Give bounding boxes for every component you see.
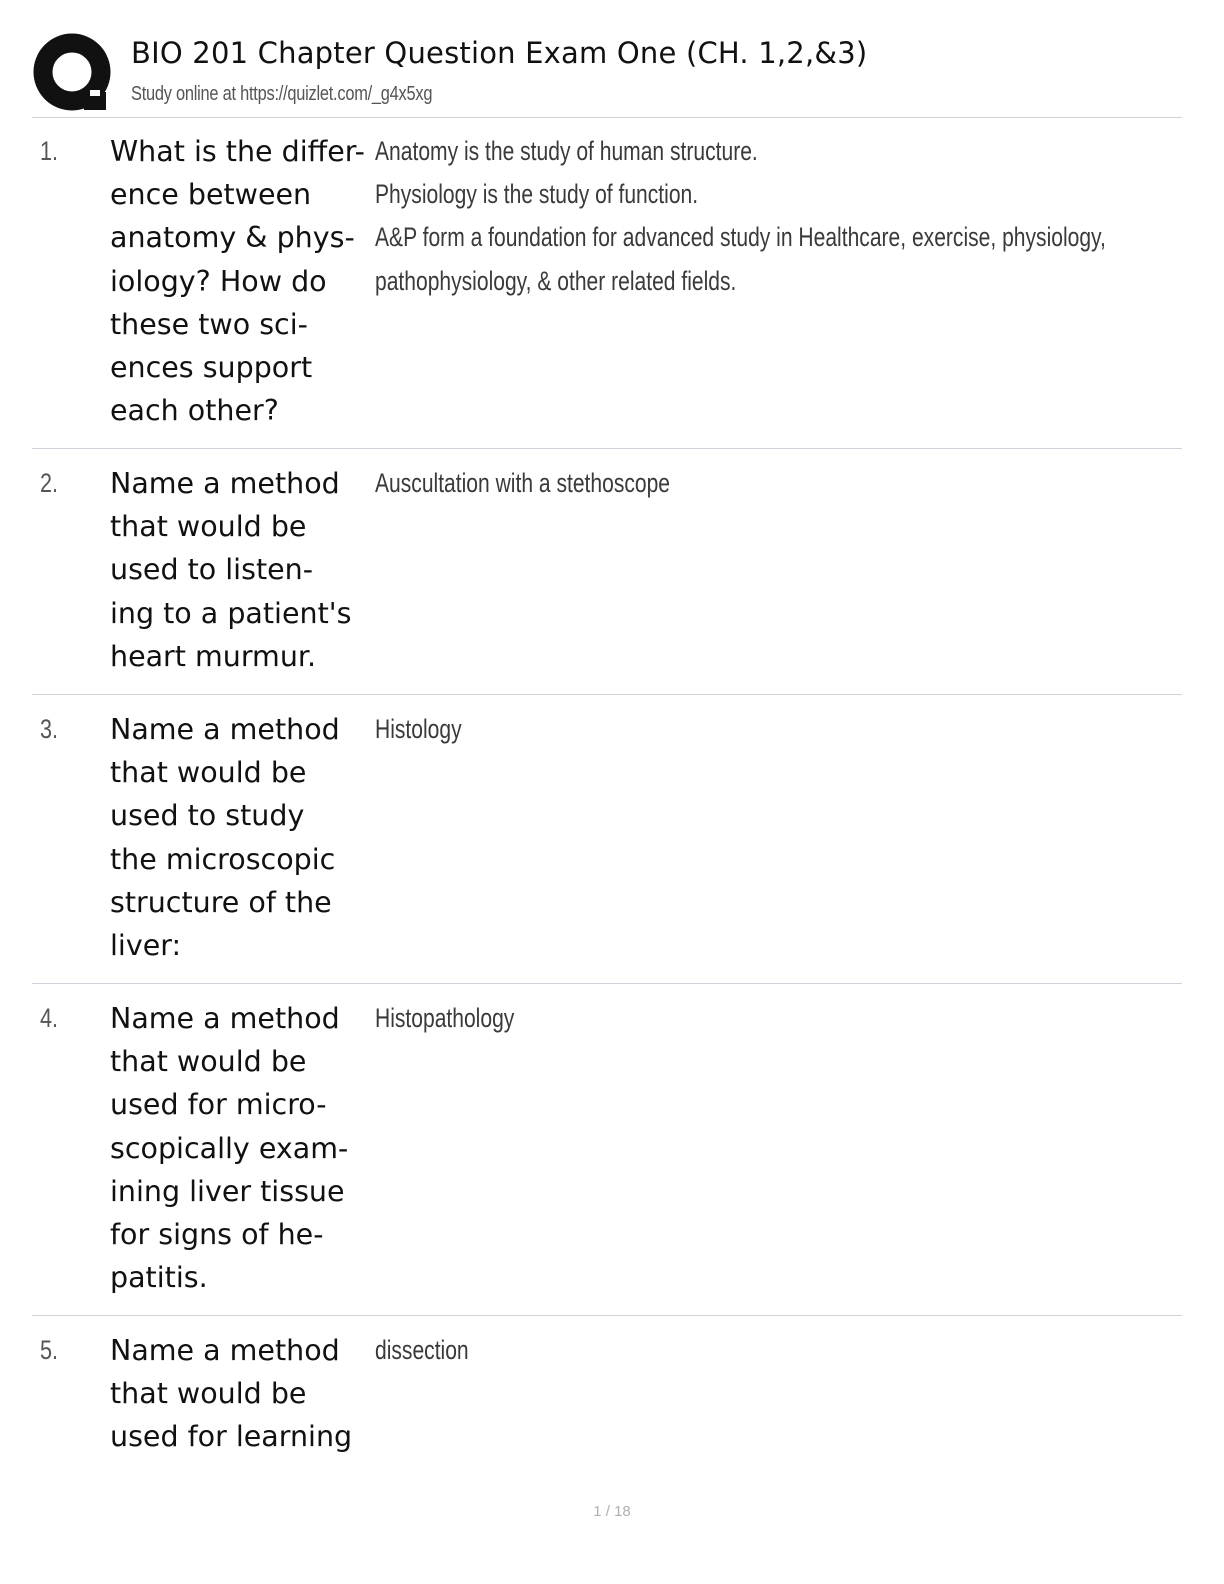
card-term: Name a method that would be used for micro- scopically exam- ining liver tissue for signs of he- patitis. (110, 1002, 349, 1295)
divider (32, 983, 1182, 984)
page-header (32, 30, 1182, 118)
card-definition: dissection (375, 1335, 469, 1365)
card-term: Name a method that would be used to study the microscopic structure of the liver: (110, 713, 340, 963)
quizlet-logo-icon (32, 32, 114, 114)
card-term: Name a method that would be used to listen- ing to a patient's heart murmur. (110, 467, 352, 673)
page-title: BIO 201 Chapter Question Exam One (CH. 1,2,&3) (131, 36, 868, 70)
card-term: Name a method that would be used for learning (110, 1334, 353, 1454)
divider (32, 117, 1182, 118)
card-number: 3. (40, 714, 59, 744)
card-definition: Auscultation with a stethoscope (375, 468, 671, 498)
page-indicator: 1 / 18 (593, 1503, 631, 1520)
card-term: What is the differ- ence between anatomy & phys- iology? How do these two sci- ences support each other? (110, 135, 365, 428)
card-definition: Histology (375, 714, 462, 744)
divider (32, 694, 1182, 695)
card-definition: Histopathology (375, 1003, 515, 1033)
card-number: 5. (40, 1335, 59, 1365)
card-definition: Anatomy is the study of human structure. Physiology is the study of function. A&P form a foundation for advanced study in Healthcare, exercise, physiology, pathophysiology, & other related fields. (375, 136, 1106, 296)
study-online-link[interactable]: Study online at https://quizlet.com/_g4x5xg (131, 83, 433, 105)
divider (32, 1315, 1182, 1316)
card-number: 2. (40, 468, 59, 498)
card-number: 4. (40, 1003, 59, 1033)
card-number: 1. (40, 136, 59, 166)
divider (32, 448, 1182, 449)
